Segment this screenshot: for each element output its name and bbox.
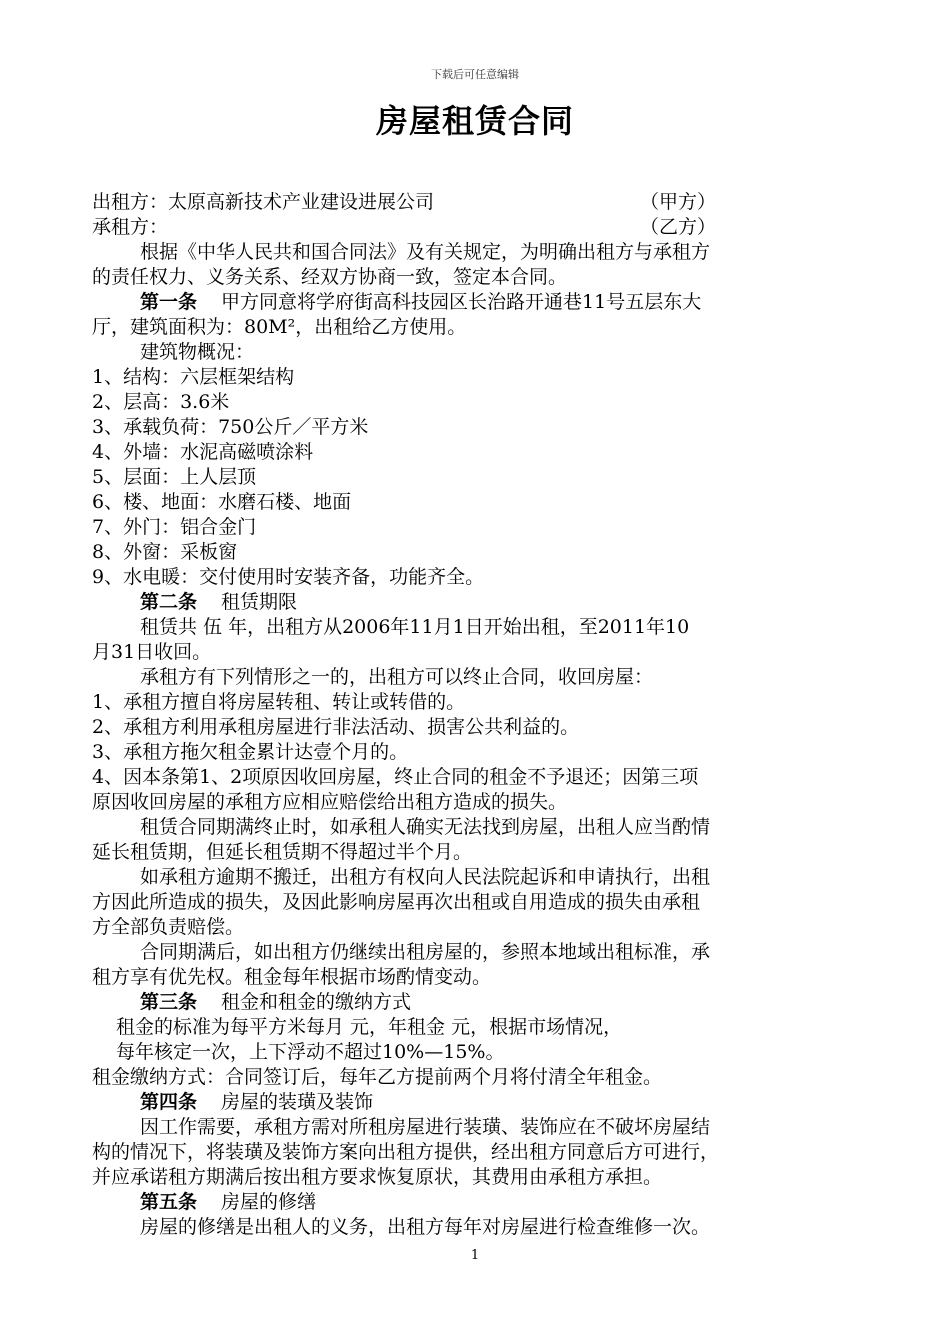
section-5-text: 房屋的修缮	[221, 1191, 317, 1213]
list-item: 8、外窗：采板窗	[92, 541, 238, 563]
paragraph-line: 合同期满后，如出租方仍继续出租房屋的，参照本地域出租标准，承	[140, 941, 711, 963]
list-item: 2、承租方利用承租房屋进行非法活动、损害公共利益的。	[92, 716, 580, 738]
section-4-text: 房屋的装璜及装饰	[221, 1091, 374, 1113]
section-1-line	[92, 290, 862, 315]
list-item: 4、外墙：水泥高磁喷涂料	[92, 441, 314, 463]
section-4-heading: 第四条	[140, 1091, 198, 1113]
section-2-line	[92, 590, 862, 615]
list-item: 4、因本条第1、2项原因收回房屋，终止合同的租金不予退还；因第三项	[92, 766, 699, 788]
paragraph-line: 租金的标准为每平方米每月 元，年租金 元，根据市场情况，	[116, 1016, 623, 1038]
paragraph-line: 租金缴纳方式：合同签订后，每年乙方提前两个月将付清全年租金。	[92, 1066, 663, 1088]
section-3-line	[92, 990, 862, 1015]
list-item: 6、楼、地面：水磨石楼、地面	[92, 491, 352, 513]
section-2-heading: 第二条	[140, 591, 198, 613]
lessor-label: 出租方：太原高新技术产业建设进展公司	[92, 191, 435, 213]
paragraph-line: 并应承诺租方期满后按出租方要求恢复原状，其费用由承租方承担。	[92, 1166, 663, 1188]
section-1-heading: 第一条	[140, 291, 198, 313]
lessee-label: 承租方：	[92, 216, 169, 238]
list-item: 2、层高：3.6米	[92, 391, 230, 413]
paragraph-line: 租赁合同期满终止时，如承租人确实无法找到房屋，出租人应当酌情	[140, 816, 711, 838]
paragraph-line: 建筑物概况：	[140, 341, 255, 363]
section-4-line	[92, 1090, 862, 1115]
paragraph-line: 租赁共 伍 年，出租方从2006年11月1日开始出租，至2011年10	[140, 616, 690, 638]
document-body	[92, 190, 862, 1240]
paragraph-line: 构的情况下，将装璜及装饰方案向出租方提供，经出租方同意后方可进行，	[92, 1141, 720, 1163]
paragraph-line: 因工作需要，承租方需对所租房屋进行装璜、装饰应在不破坏房屋结	[140, 1116, 711, 1138]
list-item: 3、承载负荷：750公斤／平方米	[92, 416, 369, 438]
document-title: 房屋租赁合同	[375, 102, 574, 140]
section-2-text: 租赁期限	[221, 591, 298, 613]
paragraph-line: 如承租方逾期不搬迁，出租方有权向人民法院起诉和申请执行，出租	[140, 866, 711, 888]
page-header: 下载后可任意编辑	[431, 68, 519, 81]
list-item: 1、结构：六层框架结构	[92, 366, 295, 388]
list-item: 1、承租方擅自将房屋转租、转让或转借的。	[92, 691, 466, 713]
paragraph-line: 租方享有优先权。租金每年根据市场酌情变动。	[92, 966, 492, 988]
list-item: 7、外门：铝合金门	[92, 516, 257, 538]
paragraph-line: 方因此所造成的损失，及因此影响房屋再次出租或自用造成的损失由承租	[92, 891, 701, 913]
paragraph-line: 原因收回房屋的承租方应相应赔偿给出租方造成的损失。	[92, 791, 568, 813]
list-item: 3、承租方拖欠租金累计达壹个月的。	[92, 741, 409, 763]
list-item: 9、水电暖：交付使用时安装齐备，功能齐全。	[92, 566, 485, 588]
paragraph-line: 的责任权力、义务关系、经双方协商一致，签定本合同。	[92, 266, 568, 288]
paragraph-line: 月31日收回。	[92, 641, 212, 663]
section-3-heading: 第三条	[140, 991, 198, 1013]
paragraph-line: 根据《中华人民共和国合同法》及有关规定，为明确出租方与承租方	[140, 241, 711, 263]
list-item: 5、层面：上人层顶	[92, 466, 257, 488]
section-5-heading: 第五条	[140, 1191, 198, 1213]
paragraph-line: 方全部负责赔偿。	[92, 916, 245, 938]
section-3-text: 租金和租金的缴纳方式	[221, 991, 412, 1013]
paragraph-line: 承租方有下列情形之一的，出租方可以终止合同，收回房屋：	[140, 666, 654, 688]
section-5-line	[92, 1190, 862, 1215]
section-1-text: 甲方同意将学府街高科技园区长治路开通巷11号五层东大	[221, 291, 702, 313]
paragraph-line: 厅，建筑面积为：80M²，出租给乙方使用。	[92, 316, 467, 338]
page-number: 1	[470, 1248, 480, 1263]
paragraph-line: 每年核定一次，上下浮动不超过10%—15%。	[116, 1041, 505, 1063]
paragraph-line: 延长租赁期，但延长租赁期不得超过半个月。	[92, 841, 473, 863]
lessor-line	[92, 190, 862, 215]
lessee-tag: （乙方）	[640, 216, 717, 238]
lessor-tag: （甲方）	[640, 191, 717, 213]
lessee-line	[92, 215, 862, 240]
paragraph-line: 房屋的修缮是出租人的义务，出租方每年对房屋进行检查维修一次。	[140, 1216, 711, 1238]
